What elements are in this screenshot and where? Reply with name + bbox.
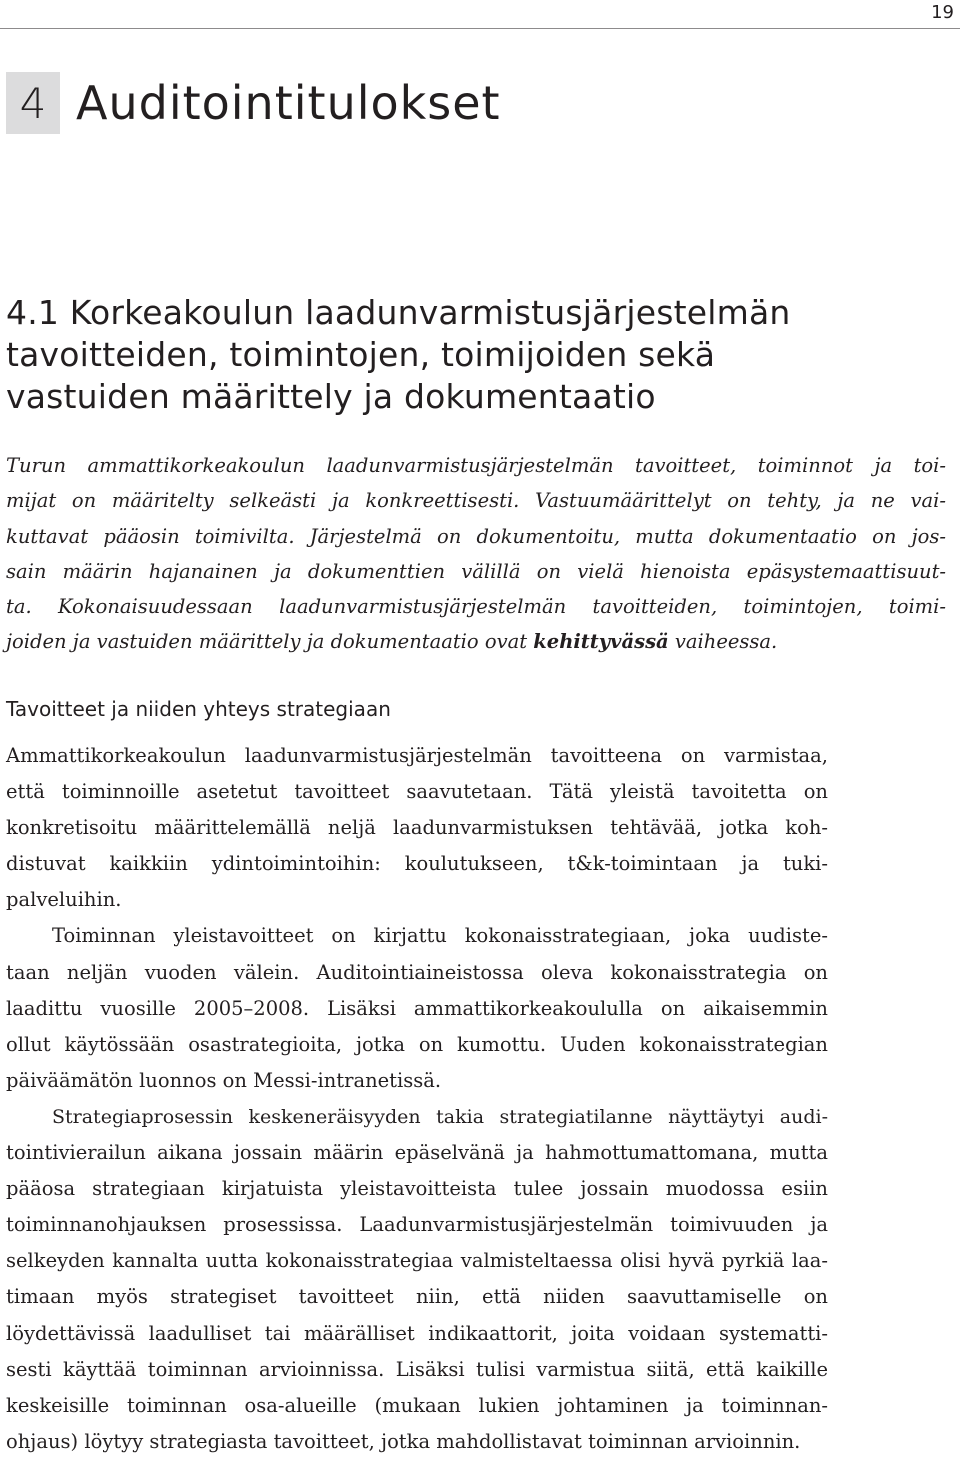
summary-line (6, 624, 946, 659)
body-line: laadittu vuosille 2005–2008. Lisäksi ammattikorkeakoululla on aikaisemmin (6, 996, 828, 1020)
body-line: ollut käytössään osastrategioita, jotka on kumottu. Uuden kokonaisstrategian (6, 1032, 828, 1056)
chapter-number: 4 (6, 72, 60, 134)
assessment-rating: kehittyvässä (533, 630, 669, 654)
body-line: taan neljän vuoden välein. Auditointiaineistossa oleva kokonaisstrategia on (6, 960, 828, 984)
subheading: Tavoitteet ja niiden yhteys strategiaan (6, 697, 391, 721)
body-line: Toiminnan yleistavoitteet on kirjattu kokonaisstrategiaan, joka uudiste- (52, 924, 828, 948)
body-line: selkeyden kannalta uutta kokonaisstrategiaa valmisteltaessa olisi hyvä pyrkiä laa- (6, 1249, 828, 1273)
body-line: että toiminnoille asetetut tavoitteet saavutetaan. Tätä yleistä tavoitetta on (6, 780, 828, 804)
section-title-line: 4.1 Korkeakoulun laadunvarmistusjärjestelmän (6, 293, 791, 332)
body-line: löydettävissä laadulliset tai määrälliset indikaattorit, joita voidaan systematti- (6, 1321, 828, 1345)
body-line: distuvat kaikkiin ydintoimintoihin: koulutukseen, t&k-toimintaan ja tuki- (6, 852, 828, 876)
body-line: palveluihin. (6, 888, 122, 912)
body-line: keskeisille toiminnan osa-alueille (mukaan lukien johtaminen ja toiminnan- (6, 1393, 828, 1417)
summary-line: kuttavat pääosin toimivilta. Järjestelmä on dokumentoitu, mutta dokumentaatio on jos- (6, 524, 946, 548)
summary-paragraph (6, 448, 946, 660)
summary-text: vaiheessa. (668, 630, 778, 654)
body-line: Ammattikorkeakoulun laadunvarmistusjärjestelmän tavoitteena on varmistaa, (6, 744, 828, 767)
chapter-heading (6, 72, 501, 134)
body-line: pääosa strategiaan kirjatuista yleistavoitteista tulee jossain muodossa esiin (6, 1177, 828, 1201)
summary-line: sain määrin hajanainen ja dokumenttien välillä on vielä hienoista epäsystemaattisuut- (6, 559, 946, 583)
section-title (6, 292, 946, 418)
summary-line: ta. Kokonaisuudessaan laadunvarmistusjärjestelmän tavoitteiden, toimintojen, toimi- (6, 595, 946, 619)
header-rule (0, 28, 960, 29)
section-title-line: tavoitteiden, toimintojen, toimijoiden sekä (6, 335, 716, 374)
summary-line: Turun ammattikorkeakoulun laadunvarmistusjärjestelmän tavoitteet, toiminnot ja toi- (6, 454, 946, 477)
body-line: ohjaus) löytyy strategiasta tavoitteet, jotka mahdollistavat toiminnan arvioinnin. (6, 1429, 801, 1453)
chapter-title: Auditointitulokset (76, 76, 501, 130)
body-line: konkretisoitu määrittelemällä neljä laadunvarmistuksen tehtävää, jotka koh- (6, 816, 828, 840)
body-line: tointivierailun aikana jossain määrin epäselvänä ja hahmottumattomana, mutta (6, 1141, 828, 1165)
page-number: 19 (931, 2, 954, 23)
body-line: sesti käyttää toiminnan arvioinnissa. Lisäksi tulisi varmistua siitä, että kaikille (6, 1357, 828, 1381)
section-title-line: vastuiden määrittely ja dokumentaatio (6, 377, 656, 416)
summary-text: joiden ja vastuiden määrittely ja dokumentaatio ovat (6, 630, 534, 654)
body-line: päiväämätön luonnos on Messi-intranetissä. (6, 1068, 442, 1092)
body-text (6, 738, 828, 1460)
summary-line: mijat on määritelty selkeästi ja konkreettisesti. Vastuumäärittelyt on tehty, ja ne vai- (6, 489, 946, 513)
body-line: toiminnanohjauksen prosessissa. Laadunvarmistusjärjestelmän toimivuuden ja (6, 1213, 828, 1237)
body-line: timaan myös strategiset tavoitteet niin, että niiden saavuttamiselle on (6, 1285, 828, 1309)
body-line: Strategiaprosessin keskeneräisyyden takia strategiatilanne näyttäytyi audi- (52, 1105, 828, 1128)
